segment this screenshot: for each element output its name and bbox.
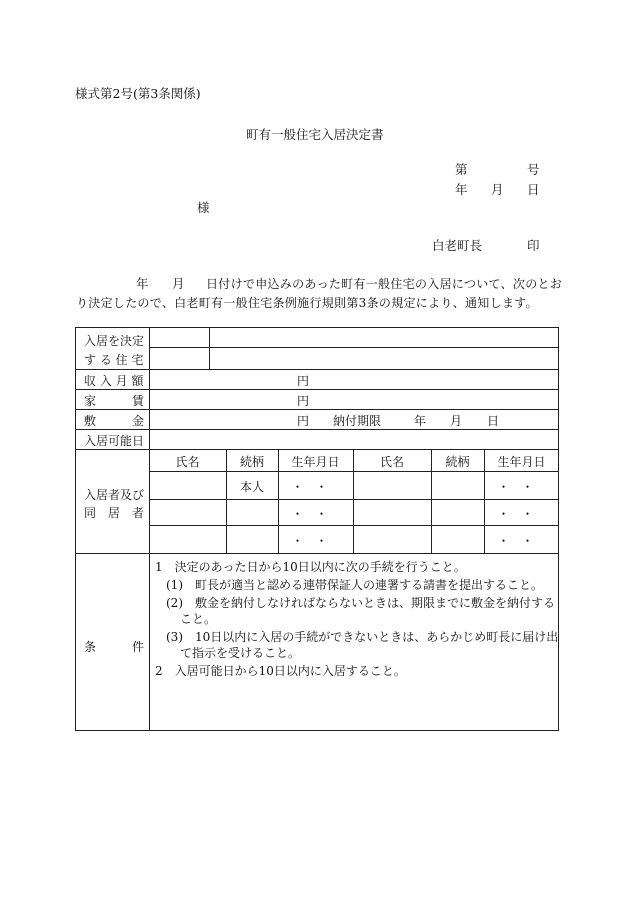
date-year: 年 xyxy=(455,182,468,197)
col-name-2: 氏名 xyxy=(379,455,404,469)
condition-1-2b: こと。 xyxy=(180,612,217,626)
condition-2: 2 入居可能日から10日以内に入居すること。 xyxy=(155,664,406,678)
self-relation: 本人 xyxy=(239,480,264,494)
residents-label-2: 同 居 者 xyxy=(84,506,145,520)
condition-1-3a: (3) 10日以内に入居の手続ができないときは、あらかじめ町長に届け出 xyxy=(166,630,559,644)
rent-label-2: 賃 xyxy=(132,394,145,408)
condition-1-3b: て指示を受けること。 xyxy=(180,646,301,660)
hline-housing-mid xyxy=(149,347,559,348)
rent-label-1: 家 xyxy=(84,394,97,408)
decision-table xyxy=(75,327,559,731)
date-day: 日 xyxy=(527,182,540,197)
col-relation-2: 続柄 xyxy=(445,455,470,469)
number-suffix: 号 xyxy=(527,162,540,177)
housing-label-2: す る 住 宅 xyxy=(84,353,144,367)
hline-res-3 xyxy=(149,525,559,526)
income-unit: 円 xyxy=(297,374,310,388)
issuer-name: 白老町長 xyxy=(432,238,483,253)
move-in-label: 入居可能日 xyxy=(84,434,145,448)
body-month: 月 xyxy=(172,276,185,291)
vline-housing xyxy=(209,328,210,369)
conditions-label-1: 条 xyxy=(84,640,97,654)
income-label: 収 入 月 額 xyxy=(84,374,144,388)
seal-mark: 印 xyxy=(527,238,540,253)
deposit-day: 日 xyxy=(487,414,500,428)
deposit-label-2: 金 xyxy=(132,414,145,428)
vline-label xyxy=(149,328,150,731)
birth-dots-2b: ・・ xyxy=(497,507,546,521)
col-birthdate-1: 生年月日 xyxy=(291,455,340,469)
birth-dots-3a: ・・ xyxy=(291,534,340,548)
form-number: 様式第2号(第3条関係) xyxy=(75,86,201,101)
rent-unit: 円 xyxy=(297,394,310,408)
document-title: 町有一般住宅入居決定書 xyxy=(246,127,384,142)
deposit-unit: 円 xyxy=(297,414,310,428)
deposit-month: 月 xyxy=(450,414,463,428)
conditions-label-2: 件 xyxy=(132,640,145,654)
col-relation-1: 続柄 xyxy=(239,455,264,469)
deposit-label-1: 敷 xyxy=(84,414,97,428)
body-year: 年 xyxy=(136,276,149,291)
addressee-suffix: 様 xyxy=(197,200,210,215)
birth-dots-1a: ・・ xyxy=(291,480,340,494)
birth-dots-3b: ・・ xyxy=(497,534,546,548)
hline-res-1 xyxy=(149,471,559,472)
deposit-deadline-label: 納付期限 xyxy=(333,414,382,428)
date-month: 月 xyxy=(491,182,504,197)
condition-1: 1 決定のあった日から10日以内に次の手続を行うこと。 xyxy=(155,560,466,574)
deposit-year: 年 xyxy=(414,414,427,428)
body-line-1: 日付けで申込みのあった町有一般住宅の入居について、次のとお xyxy=(206,277,563,291)
number-prefix: 第 xyxy=(455,162,468,177)
housing-label-1: 入居を決定 xyxy=(84,334,145,348)
residents-label-1: 入居者及び xyxy=(84,488,145,502)
body-line-2: り決定したので、白老町有一般住宅条例施行規則第3条の規定により、通知します。 xyxy=(76,296,538,310)
col-name-1: 氏名 xyxy=(175,455,200,469)
condition-1-1: (1) 町長が適当と認める連帯保証人の連署する請書を提出すること。 xyxy=(166,578,544,592)
birth-dots-1b: ・・ xyxy=(497,480,546,494)
col-birthdate-2: 生年月日 xyxy=(497,455,546,469)
condition-1-2a: (2) 敷金を納付しなければならないときは、期限までに敷金を納付する xyxy=(166,596,556,610)
hline-res-2 xyxy=(149,499,559,500)
birth-dots-2a: ・・ xyxy=(291,507,340,521)
